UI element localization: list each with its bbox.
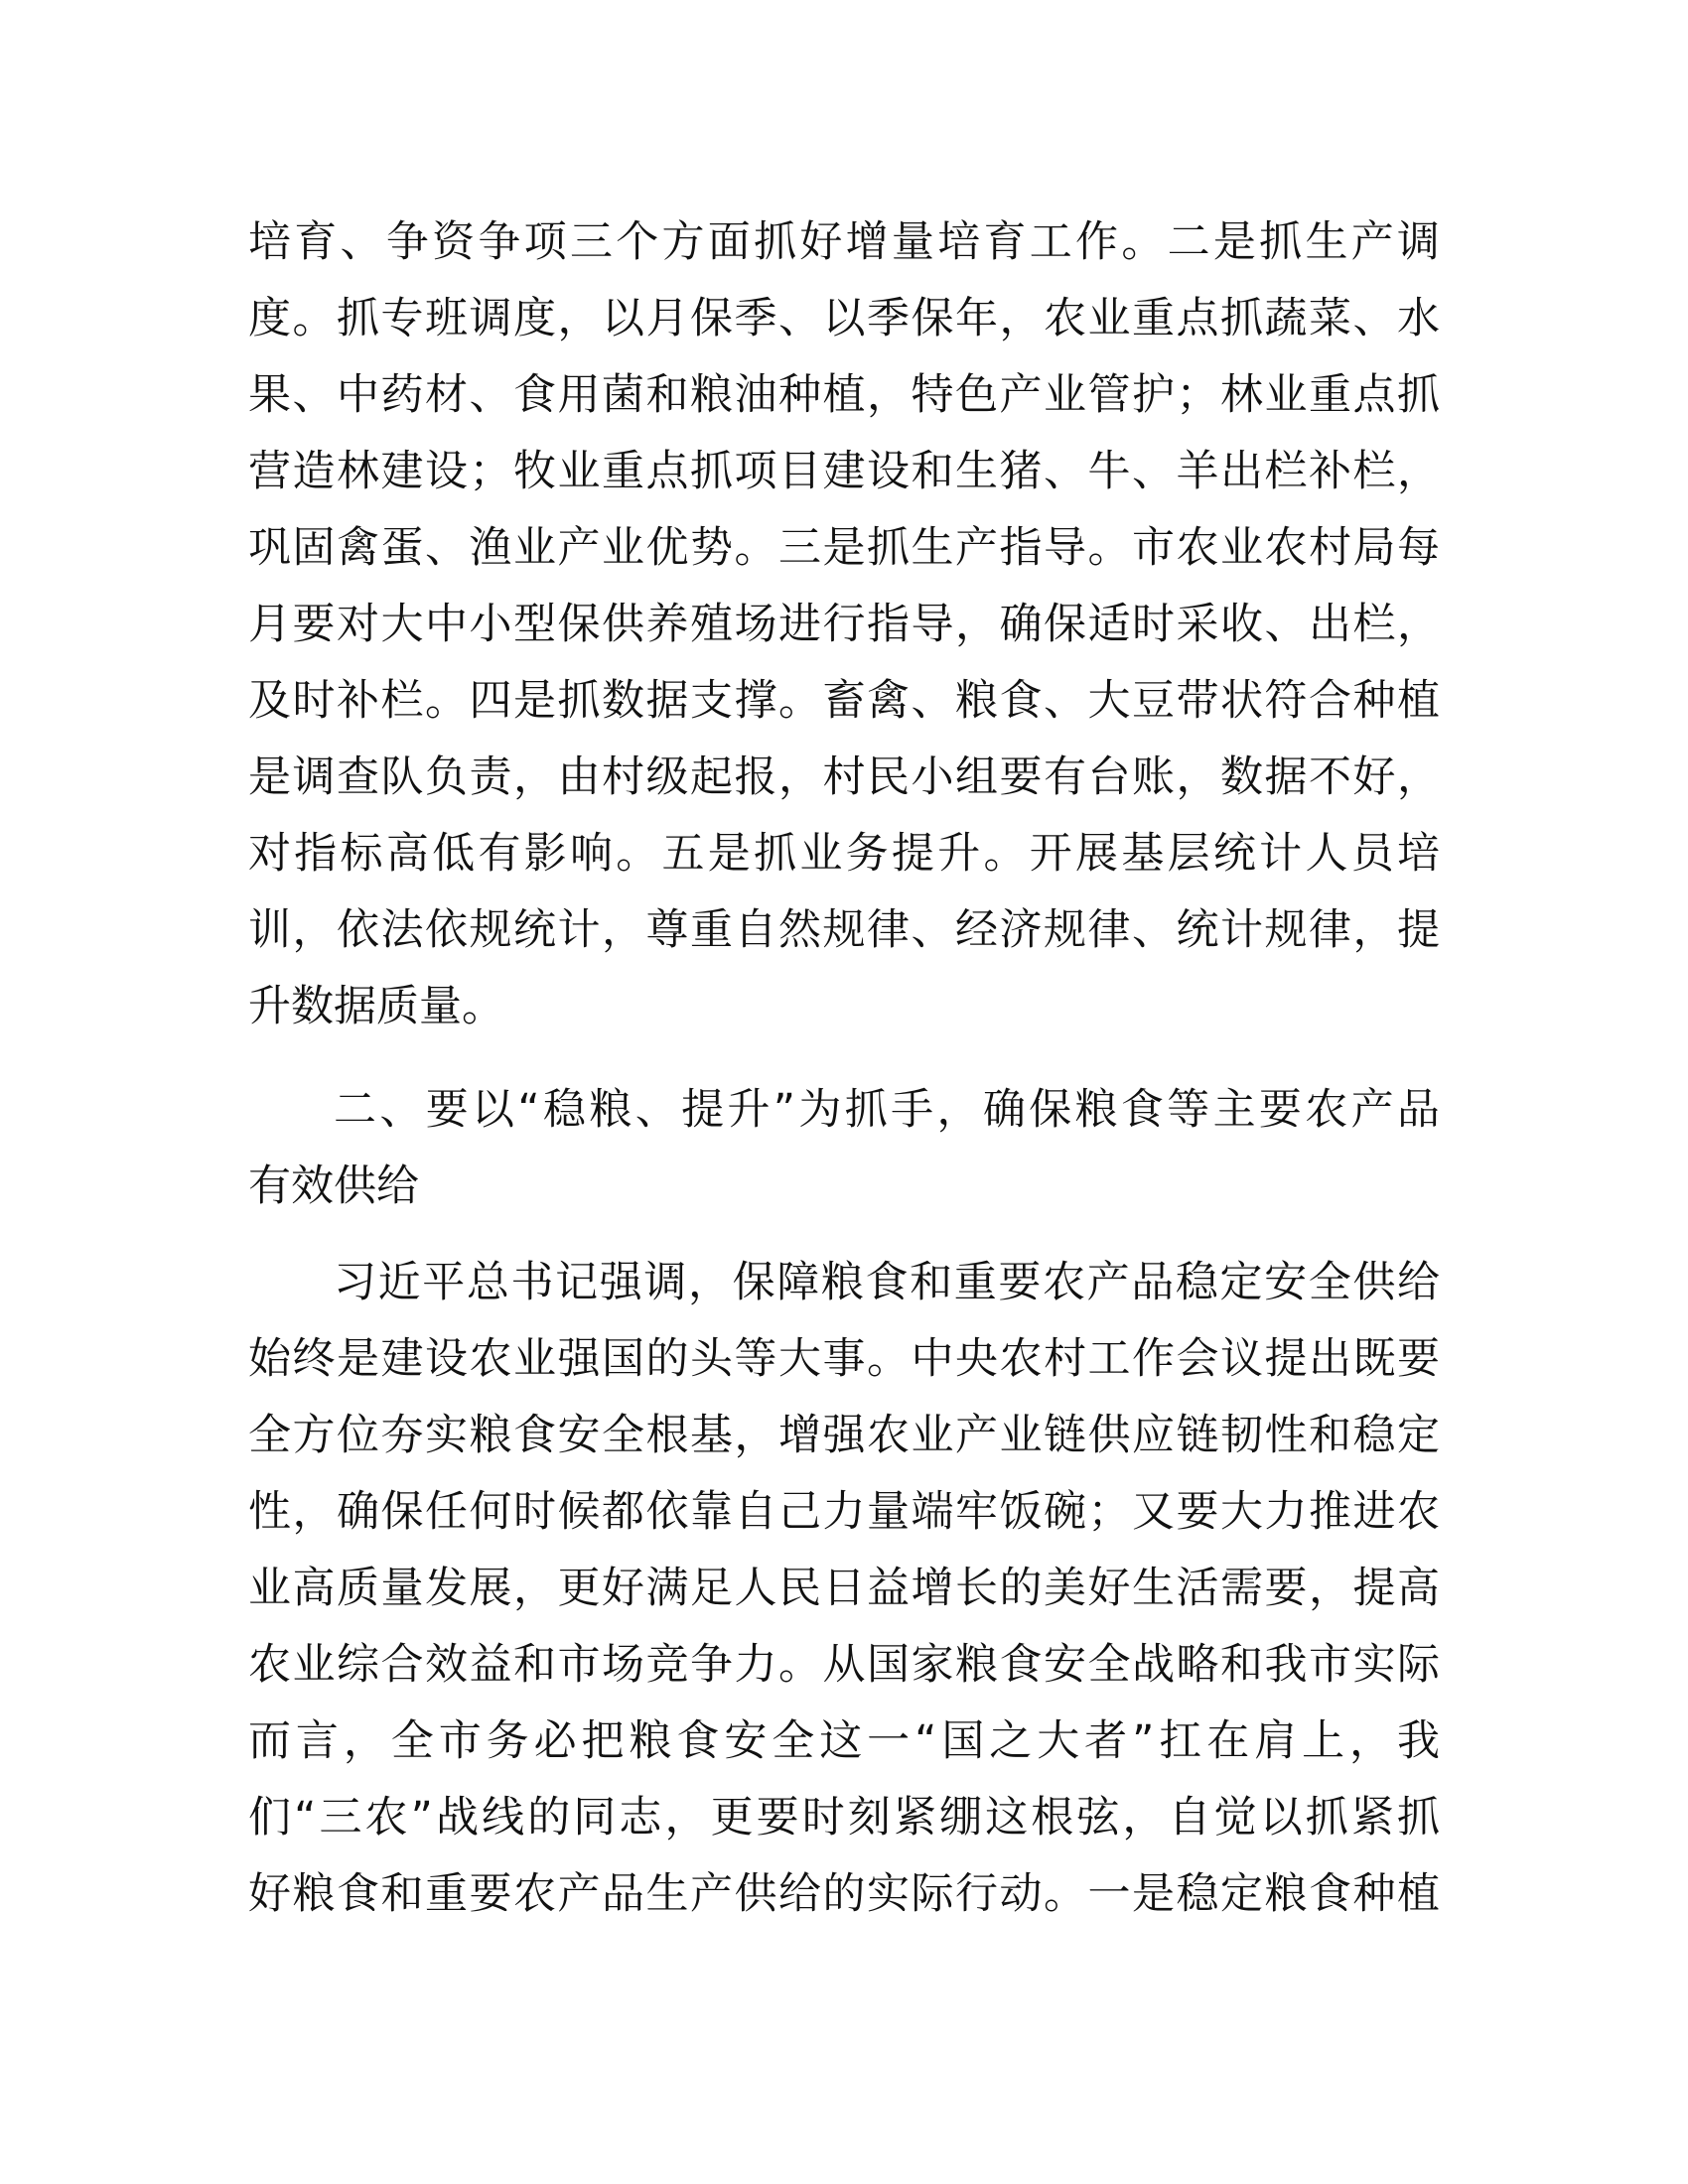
paragraph-2-line: 始终是建设农业强国的头等大事。中央农村工作会议提出既要 [248,1334,1440,1384]
paragraph-2-line: 农业综合效益和市场竞争力。从国家粮食安全战略和我市实际 [248,1640,1440,1690]
paragraph-1-line: 果、中药材、食用菌和粮油种植，特色产业管护；林业重点抓 [248,370,1440,420]
paragraph-2-line: 性，确保任何时候都依靠自己力量端牢饭碗；又要大力推进农 [248,1487,1440,1537]
paragraph-2-line: 业高质量发展，更好满足人民日益增长的美好生活需要，提高 [248,1564,1440,1613]
paragraph-1-line: 培育、争资争项三个方面抓好增量培育工作。二是抓生产调 [248,217,1440,267]
section-heading-2 [334,1072,1440,1149]
paragraph-2-first [334,1245,1440,1321]
paragraph-1-line: 升数据质量。 [248,982,504,1031]
section-heading-2-cont [248,1149,1440,1225]
paragraph-1-line: 巩固禽蛋、渔业产业优势。三是抓生产指导。市农业农村局每 [248,523,1440,573]
paragraph-1 [248,205,1440,1045]
paragraph-2-line: 全方位夯实粮食安全根基，增强农业产业链供应链韧性和稳定 [248,1411,1440,1460]
paragraph-1-line: 度。抓专班调度，以月保季、以季保年，农业重点抓蔬菜、水 [248,294,1440,343]
paragraph-2 [248,1321,1440,1933]
paragraph-1-line: 对指标高低有影响。五是抓业务提升。开展基层统计人员培 [248,829,1440,879]
section-heading-2-line: 二、要以“稳粮、提升”为抓手，确保粮食等主要农产品 [334,1085,1440,1135]
paragraph-2-line: 习近平总书记强调，保障粮食和重要农产品稳定安全供给 [334,1258,1440,1307]
section-heading-2-line: 有效供给 [248,1161,419,1211]
paragraph-1-line: 训，依法依规统计，尊重自然规律、经济规律、统计规律，提 [248,905,1440,955]
paragraph-2-line: 们“三农”战线的同志，更要时刻紧绷这根弦，自觉以抓紧抓 [248,1793,1440,1843]
paragraph-1-line: 营造林建设；牧业重点抓项目建设和生猪、牛、羊出栏补栏， [248,447,1440,496]
paragraph-1-line: 是调查队负责，由村级起报，村民小组要有台账，数据不好， [248,752,1440,802]
paragraph-1-line: 及时补栏。四是抓数据支撑。畜禽、粮食、大豆带状符合种植 [248,676,1440,726]
paragraph-2-line: 好粮食和重要农产品生产供给的实际行动。一是稳定粮食种植 [248,1869,1440,1919]
paragraph-2-line: 而言，全市务必把粮食安全这一“国之大者”扛在肩上，我 [248,1716,1440,1766]
paragraph-1-line: 月要对大中小型保供养殖场进行指导，确保适时采收、出栏， [248,600,1440,649]
